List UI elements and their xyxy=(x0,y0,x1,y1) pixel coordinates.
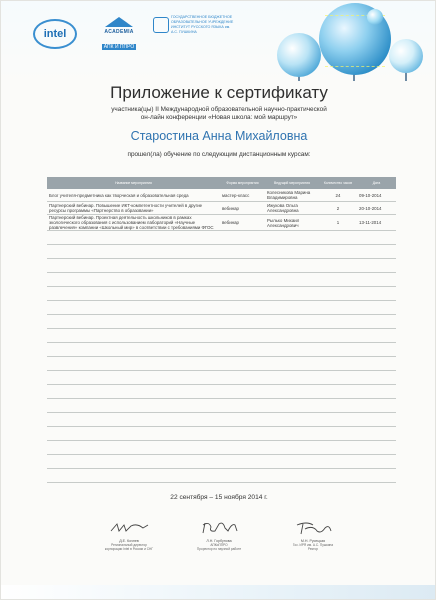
empty-cell xyxy=(357,343,396,357)
course-name-cell: Партнерский вебинар. Повышение ИКТ-компетентности учителей в другие ресурсы программы «Партнерство в образовании» xyxy=(47,202,220,215)
signatory-role: АПКиППРО xyxy=(210,543,228,547)
empty-cell xyxy=(47,399,220,413)
empty-cell xyxy=(319,287,357,301)
course-form-cell: вебинар xyxy=(220,202,265,215)
empty-cell xyxy=(265,273,319,287)
empty-cell xyxy=(47,455,220,469)
empty-table-row xyxy=(47,273,396,287)
empty-cell xyxy=(220,441,265,455)
empty-cell xyxy=(220,427,265,441)
empty-table-row xyxy=(47,343,396,357)
signature-block xyxy=(169,519,269,551)
empty-cell xyxy=(220,245,265,259)
empty-table-row xyxy=(47,455,396,469)
globe-icon xyxy=(277,33,321,77)
empty-cell xyxy=(220,259,265,273)
empty-cell xyxy=(319,301,357,315)
empty-cell xyxy=(265,413,319,427)
academia-logo xyxy=(97,17,141,50)
empty-cell xyxy=(319,231,357,245)
empty-cell xyxy=(319,343,357,357)
empty-cell xyxy=(319,329,357,343)
signature-rusetskaya-icon xyxy=(291,519,335,537)
empty-cell xyxy=(220,469,265,483)
empty-cell xyxy=(265,245,319,259)
signature-block xyxy=(79,519,179,551)
signatory-name: М.Н. Русецкая xyxy=(300,539,326,543)
globe-icon xyxy=(367,9,383,25)
participant-line-2: он-лайн конференции «Новая школа: мой маршрут» xyxy=(140,114,298,121)
course-hours-cell: 2 xyxy=(319,202,357,215)
empty-table-row xyxy=(47,357,396,371)
empty-cell xyxy=(265,231,319,245)
course-date-cell: 13-11-2014 xyxy=(357,215,396,231)
empty-cell xyxy=(47,329,220,343)
course-teacher-cell: Рылько Михаил Александрович xyxy=(265,215,319,231)
empty-cell xyxy=(47,231,220,245)
empty-table-row xyxy=(47,441,396,455)
empty-cell xyxy=(220,455,265,469)
academia-roof-icon xyxy=(105,17,133,27)
empty-cell xyxy=(47,371,220,385)
empty-cell xyxy=(357,371,396,385)
empty-cell xyxy=(47,385,220,399)
empty-cell xyxy=(220,315,265,329)
course-hours-cell: 1 xyxy=(319,215,357,231)
column-header: Ведущий мероприятия xyxy=(265,177,319,189)
header-banner xyxy=(1,1,436,81)
empty-table-row xyxy=(47,245,396,259)
empty-cell xyxy=(319,469,357,483)
empty-cell xyxy=(319,371,357,385)
empty-cell xyxy=(47,287,220,301)
empty-cell xyxy=(319,399,357,413)
empty-cell xyxy=(265,399,319,413)
table-header-row xyxy=(47,177,396,189)
empty-cell xyxy=(319,455,357,469)
empty-cell xyxy=(220,329,265,343)
participant-name: Старостина Анна Михайловна xyxy=(130,129,308,143)
empty-cell xyxy=(357,245,396,259)
empty-cell xyxy=(357,455,396,469)
empty-cell xyxy=(265,385,319,399)
empty-cell xyxy=(265,427,319,441)
empty-cell xyxy=(47,441,220,455)
institute-emblem-icon xyxy=(153,17,169,33)
empty-cell xyxy=(220,273,265,287)
empty-cell xyxy=(47,259,220,273)
course-name-cell: Блог учителя-предметника как творческая и образовательная среда xyxy=(47,189,220,202)
empty-cell xyxy=(265,259,319,273)
empty-cell xyxy=(357,441,396,455)
document-title: Приложение к сертификату xyxy=(110,83,328,102)
table-row xyxy=(47,215,396,231)
empty-cell xyxy=(357,273,396,287)
empty-cell xyxy=(47,301,220,315)
empty-table-row xyxy=(47,231,396,245)
empty-cell xyxy=(357,469,396,483)
empty-cell xyxy=(319,413,357,427)
column-header: Дата xyxy=(357,177,396,189)
signatory-role: Гос. ИРЯ им. А.С. Пушкина xyxy=(292,543,334,547)
empty-cell xyxy=(319,385,357,399)
empty-cell xyxy=(220,399,265,413)
globe-icon xyxy=(389,39,423,73)
empty-table-row xyxy=(47,413,396,427)
empty-cell xyxy=(265,371,319,385)
empty-table-row xyxy=(47,399,396,413)
empty-cell xyxy=(357,287,396,301)
empty-cell xyxy=(265,287,319,301)
empty-cell xyxy=(319,245,357,259)
empty-table-row xyxy=(47,469,396,483)
pushkin-institute-logo xyxy=(153,15,237,47)
signatory-role: Ректор xyxy=(307,547,319,551)
empty-cell xyxy=(220,413,265,427)
course-date-cell: 20-10-2014 xyxy=(357,202,396,215)
signature-gorbunova-icon xyxy=(197,519,241,537)
empty-cell xyxy=(319,357,357,371)
signature-kochnev-icon xyxy=(107,519,151,537)
empty-cell xyxy=(319,441,357,455)
empty-cell xyxy=(47,357,220,371)
empty-cell xyxy=(47,273,220,287)
courses-table xyxy=(47,177,396,483)
empty-cell xyxy=(220,371,265,385)
empty-cell xyxy=(265,315,319,329)
course-date-cell: 09-10-2014 xyxy=(357,189,396,202)
empty-cell xyxy=(47,413,220,427)
conference-period: 22 сентября – 15 ноября 2014 г. xyxy=(170,494,268,501)
completed-courses-line: прошел(ла) обучение по следующим дистанционным курсам: xyxy=(127,151,311,158)
empty-table-row xyxy=(47,427,396,441)
bottom-decoration-strip xyxy=(1,585,436,599)
empty-cell xyxy=(220,231,265,245)
course-form-cell: вебинар xyxy=(220,215,265,231)
participant-line-1: участника(цы) II Международной образовательной научно-практической xyxy=(111,106,327,113)
empty-cell xyxy=(47,315,220,329)
empty-cell xyxy=(357,329,396,343)
course-name-cell: Партнерский вебинар. Проектная деятельность школьников в рамках экологического образования с использованием лабораторий «Научные развлечения» компании «Школьный мир» в соответствии с требованиями ФГОС xyxy=(47,215,220,231)
course-teacher-cell: Ижукова Ольга Александровна xyxy=(265,202,319,215)
empty-table-row xyxy=(47,301,396,315)
empty-table-row xyxy=(47,259,396,273)
empty-cell xyxy=(47,343,220,357)
empty-table-row xyxy=(47,385,396,399)
empty-cell xyxy=(357,315,396,329)
signatory-role: Региональный директор xyxy=(111,543,147,547)
empty-cell xyxy=(319,273,357,287)
empty-cell xyxy=(265,469,319,483)
empty-cell xyxy=(47,427,220,441)
academia-logo-line2: АПК И ППРО xyxy=(103,44,135,50)
empty-cell xyxy=(357,357,396,371)
globes-decoration xyxy=(277,3,427,81)
empty-table-row xyxy=(47,371,396,385)
table-row xyxy=(47,202,396,215)
empty-cell xyxy=(265,343,319,357)
academia-logo-line1: ACADEMIA xyxy=(104,29,134,35)
empty-cell xyxy=(265,357,319,371)
empty-cell xyxy=(220,287,265,301)
signatory-name: Л.Н. Горбунова xyxy=(206,539,232,543)
signature-block xyxy=(263,519,363,551)
empty-cell xyxy=(220,385,265,399)
signatory-role: Проректор по научной работе xyxy=(196,547,242,551)
empty-cell xyxy=(319,427,357,441)
empty-cell xyxy=(220,357,265,371)
empty-cell xyxy=(319,315,357,329)
empty-cell xyxy=(47,245,220,259)
empty-cell xyxy=(357,399,396,413)
signatory-role: корпорации Intel в России и СНГ xyxy=(104,547,154,551)
column-header: Название мероприятия xyxy=(47,177,220,189)
empty-cell xyxy=(357,259,396,273)
empty-table-row xyxy=(47,329,396,343)
empty-cell xyxy=(265,441,319,455)
course-hours-cell: 24 xyxy=(319,189,357,202)
empty-cell xyxy=(357,413,396,427)
empty-table-row xyxy=(47,315,396,329)
course-teacher-cell: Колесникова Марина Владимировна xyxy=(265,189,319,202)
empty-table-row xyxy=(47,287,396,301)
table-row xyxy=(47,189,396,202)
empty-cell xyxy=(265,301,319,315)
intel-logo: intel xyxy=(33,19,77,49)
empty-cell xyxy=(357,385,396,399)
signatory-name: Д.Е. Кочнев xyxy=(119,539,139,543)
empty-cell xyxy=(357,301,396,315)
empty-cell xyxy=(47,469,220,483)
institute-logo-text: ГОСУДАРСТВЕННОЕ БЮДЖЕТНОЕ ОБРАЗОВАТЕЛЬНОЕ УЧРЕЖДЕНИЕ ИНСТИТУТ РУССКОГО ЯЗЫКА им. А.С. ПУШКИНА xyxy=(171,15,234,34)
column-header: Форма мероприятия xyxy=(220,177,265,189)
column-header: Количество часов xyxy=(319,177,357,189)
empty-cell xyxy=(265,329,319,343)
empty-cell xyxy=(319,259,357,273)
empty-cell xyxy=(265,455,319,469)
empty-cell xyxy=(357,231,396,245)
empty-cell xyxy=(220,301,265,315)
course-form-cell: мастер-класс xyxy=(220,189,265,202)
empty-cell xyxy=(357,427,396,441)
empty-cell xyxy=(220,343,265,357)
